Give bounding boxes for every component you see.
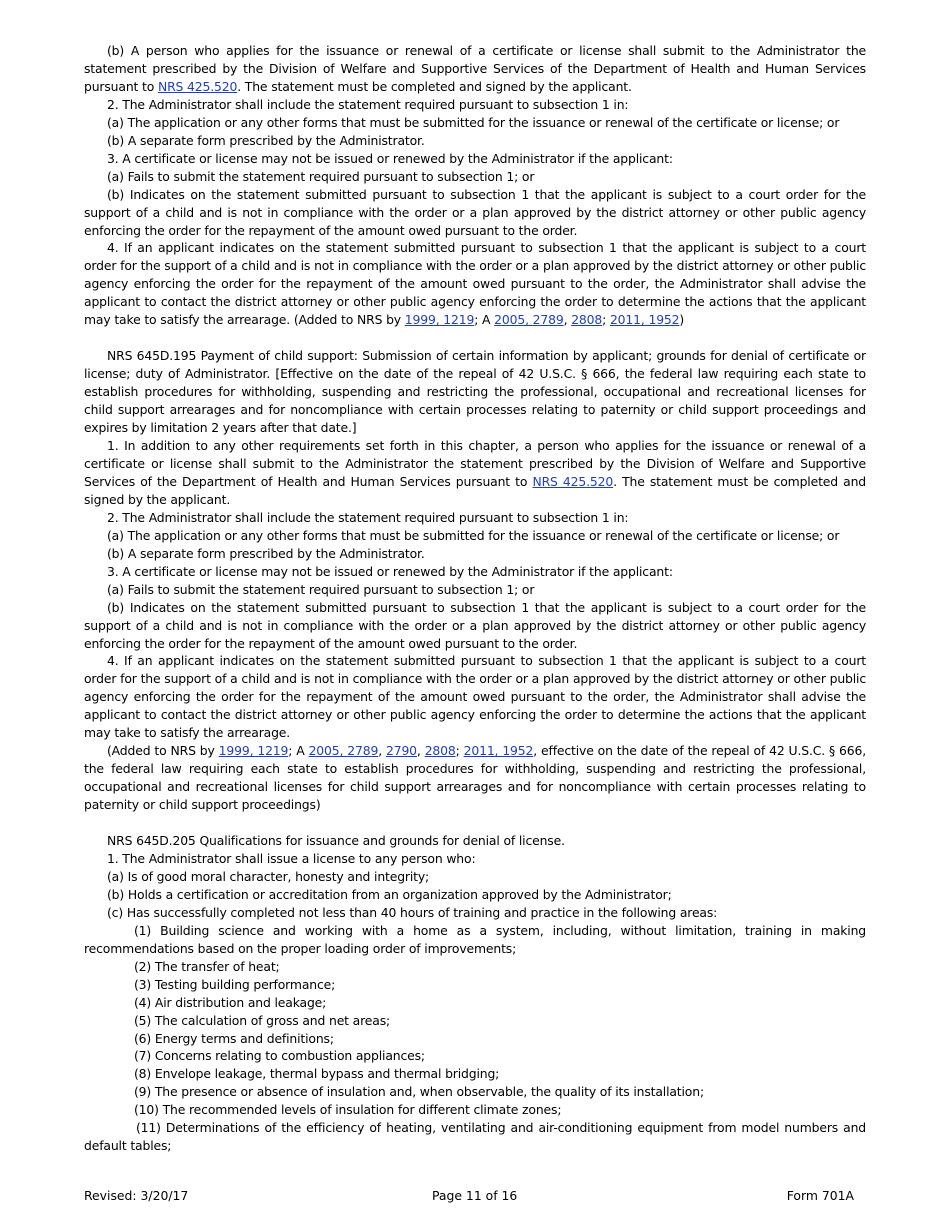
paragraph: 2. The Administrator shall include the statement required pursuant to subsection 1 in: bbox=[107, 509, 629, 525]
section-heading: NRS 645D.195 Payment of child support: Submission of certain information by applicant; grounds for denial of certificate or license; duty of Administrator. [Effective on the date of the repeal of 42 U.S.C. § 666, the federal law requiring each state to establish procedures for withholding, suspending and restricting the professional, occupational and recreational licenses for child support arrearages and for noncompliance with certain processes relating to paternity or child support proceedings and expires by limitation 2 years after that date.] bbox=[84, 348, 866, 436]
paragraph-text: (b) A person who applies for the issuance or renewal of a certificate or license shall submit to the Administrator the statement prescribed by the Division of Welfare and Supportive Services of the Department of Health and Human Services pursuant to bbox=[84, 43, 866, 94]
paragraph: 1. The Administrator shall issue a license to any person who: bbox=[107, 850, 476, 866]
statute-link[interactable]: 1999, 1219 bbox=[218, 743, 289, 759]
paragraph: (b) Indicates on the statement submitted pursuant to subsection 1 that the applicant is subject to a court order for the support of a child and is not in compliance with the order or a plan approved by the district attorney or other public agency enforcing the order for the repayment of the amount owed pursuant to the order. bbox=[84, 186, 866, 238]
revised-date: Revised: 3/20/17 bbox=[84, 1188, 189, 1203]
page-footer bbox=[84, 1188, 854, 1208]
paragraph: (b) Indicates on the statement submitted pursuant to subsection 1 that the applicant is subject to a court order for the support of a child and is not in compliance with the order or a plan approved by the district attorney or other public agency enforcing the order for the repayment of the amount owed pursuant to the order. bbox=[84, 599, 866, 651]
paragraph: 4. If an applicant indicates on the statement submitted pursuant to subsection 1 that the applicant is subject to a court order for the support of a child and is not in compliance with the order or a plan approved by the district attorney or other public agency enforcing the order for the repayment of the amount owed pursuant to the order, the Administrator shall advise the applicant to contact the district attorney or other public agency enforcing the order to determine the actions that the applicant may take to satisfy the arrearage. bbox=[84, 653, 866, 741]
statute-link[interactable]: 1999, 1219 bbox=[404, 312, 475, 328]
paragraph bbox=[84, 239, 866, 329]
list-item: (7) Concerns relating to combustion appliances; bbox=[134, 1048, 425, 1064]
statute-link[interactable]: 2011, 1952 bbox=[463, 743, 534, 759]
paragraph: 3. A certificate or license may not be issued or renewed by the Administrator if the applicant: bbox=[107, 563, 673, 579]
paragraph-text: . The statement must be completed and signed by the applicant. bbox=[237, 78, 632, 94]
statute-link[interactable]: 2808 bbox=[571, 312, 603, 328]
paragraph: (a) The application or any other forms that must be submitted for the issuance or renewal of the certificate or license; or bbox=[107, 527, 840, 543]
list-item: (6) Energy terms and definitions; bbox=[134, 1030, 334, 1046]
statute-link[interactable]: 2808 bbox=[424, 743, 456, 759]
paragraph: (a) Fails to submit the statement required pursuant to subsection 1; or bbox=[107, 168, 535, 184]
list-item: (8) Envelope leakage, thermal bypass and thermal bridging; bbox=[134, 1066, 500, 1082]
paragraph: (a) Fails to submit the statement required pursuant to subsection 1; or bbox=[107, 581, 535, 597]
paragraph: (a) The application or any other forms that must be submitted for the issuance or renewal of the certificate or license; or bbox=[107, 114, 840, 130]
paragraph: 3. A certificate or license may not be issued or renewed by the Administrator if the applicant: bbox=[107, 150, 673, 166]
page-number: Page 11 of 16 bbox=[432, 1188, 518, 1203]
paragraph-text: , effective on the date of the repeal of 42 U.S.C. § 666, the federal law requiring each state to establish procedures for withholding, suspending and restricting the professional, occupational and recreational licenses for child support arrearages and for noncompliance with certain processes relating to paternity or child support proceedings) bbox=[84, 743, 867, 813]
list-item: (3) Testing building performance; bbox=[134, 976, 336, 992]
nrs-link[interactable]: NRS 425.520 bbox=[532, 473, 614, 489]
paragraph-text: (Added to NRS by bbox=[107, 743, 219, 759]
list-item: (2) The transfer of heat; bbox=[134, 958, 280, 974]
list-item: (11) Determinations of the efficiency of heating, ventilating and air-conditioning equipment from model numbers and default tables; bbox=[84, 1120, 866, 1154]
paragraph-text: . The statement must be completed and signed by the applicant. bbox=[84, 473, 866, 507]
statute-link[interactable]: 2790 bbox=[385, 743, 417, 759]
history-note bbox=[84, 742, 866, 814]
document-body bbox=[84, 42, 866, 1155]
separator: , bbox=[563, 312, 572, 328]
paragraph: (b) A separate form prescribed by the Administrator. bbox=[107, 132, 425, 148]
statute-link[interactable]: 2005, 2789 bbox=[308, 743, 379, 759]
list-item: (5) The calculation of gross and net areas; bbox=[134, 1012, 391, 1028]
paragraph bbox=[84, 42, 866, 96]
paragraph-text: 1. In addition to any other requirements set forth in this chapter, a person who applies for the issuance or renewal of a certificate or license shall submit to the Administrator the statement prescribed by the Division of Welfare and Supportive Services of the Department of Health and Human Services pursuant to bbox=[84, 438, 866, 489]
list-item: (10) The recommended levels of insulation for different climate zones; bbox=[134, 1102, 562, 1118]
separator: ; A bbox=[474, 312, 495, 328]
list-item: (9) The presence or absence of insulation and, when observable, the quality of its installation; bbox=[134, 1084, 704, 1100]
separator: ; A bbox=[288, 743, 309, 759]
separator: ; bbox=[455, 743, 464, 759]
section-heading: NRS 645D.205 Qualifications for issuance and grounds for denial of license. bbox=[107, 833, 565, 849]
list-item: (1) Building science and working with a home as a system, including, without limitation, training in making recommendations based on the proper loading order of improvements; bbox=[84, 922, 866, 956]
paragraph bbox=[84, 437, 866, 509]
separator: , bbox=[416, 743, 425, 759]
paragraph: (a) Is of good moral character, honesty and integrity; bbox=[107, 868, 430, 884]
paragraph: (c) Has successfully completed not less than 40 hours of training and practice in the following areas: bbox=[107, 904, 718, 920]
list-item: (4) Air distribution and leakage; bbox=[134, 994, 327, 1010]
form-number: Form 701A bbox=[786, 1188, 854, 1203]
statute-link[interactable]: 2011, 1952 bbox=[609, 312, 680, 328]
separator: ; bbox=[602, 312, 610, 328]
paragraph: (b) A separate form prescribed by the Administrator. bbox=[107, 545, 425, 561]
paragraph: (b) Holds a certification or accreditation from an organization approved by the Administrator; bbox=[107, 886, 672, 902]
paragraph: 2. The Administrator shall include the statement required pursuant to subsection 1 in: bbox=[107, 96, 629, 112]
nrs-link[interactable]: NRS 425.520 bbox=[157, 78, 238, 94]
statute-link[interactable]: 2005, 2789 bbox=[494, 312, 564, 328]
separator: ) bbox=[679, 312, 685, 328]
separator: , bbox=[378, 743, 386, 759]
paragraph-text: 4. If an applicant indicates on the statement submitted pursuant to subsection 1 that the applicant is subject to a court order for the support of a child and is not in compliance with the order or a plan approved by the district attorney or other public agency enforcing the order for the repayment of the amount owed pursuant to the order, the Administrator shall advise the applicant to contact the district attorney or other public agency enforcing the order to determine the actions that the applicant may take to satisfy the arrearage. (Added to NRS by bbox=[84, 240, 866, 328]
